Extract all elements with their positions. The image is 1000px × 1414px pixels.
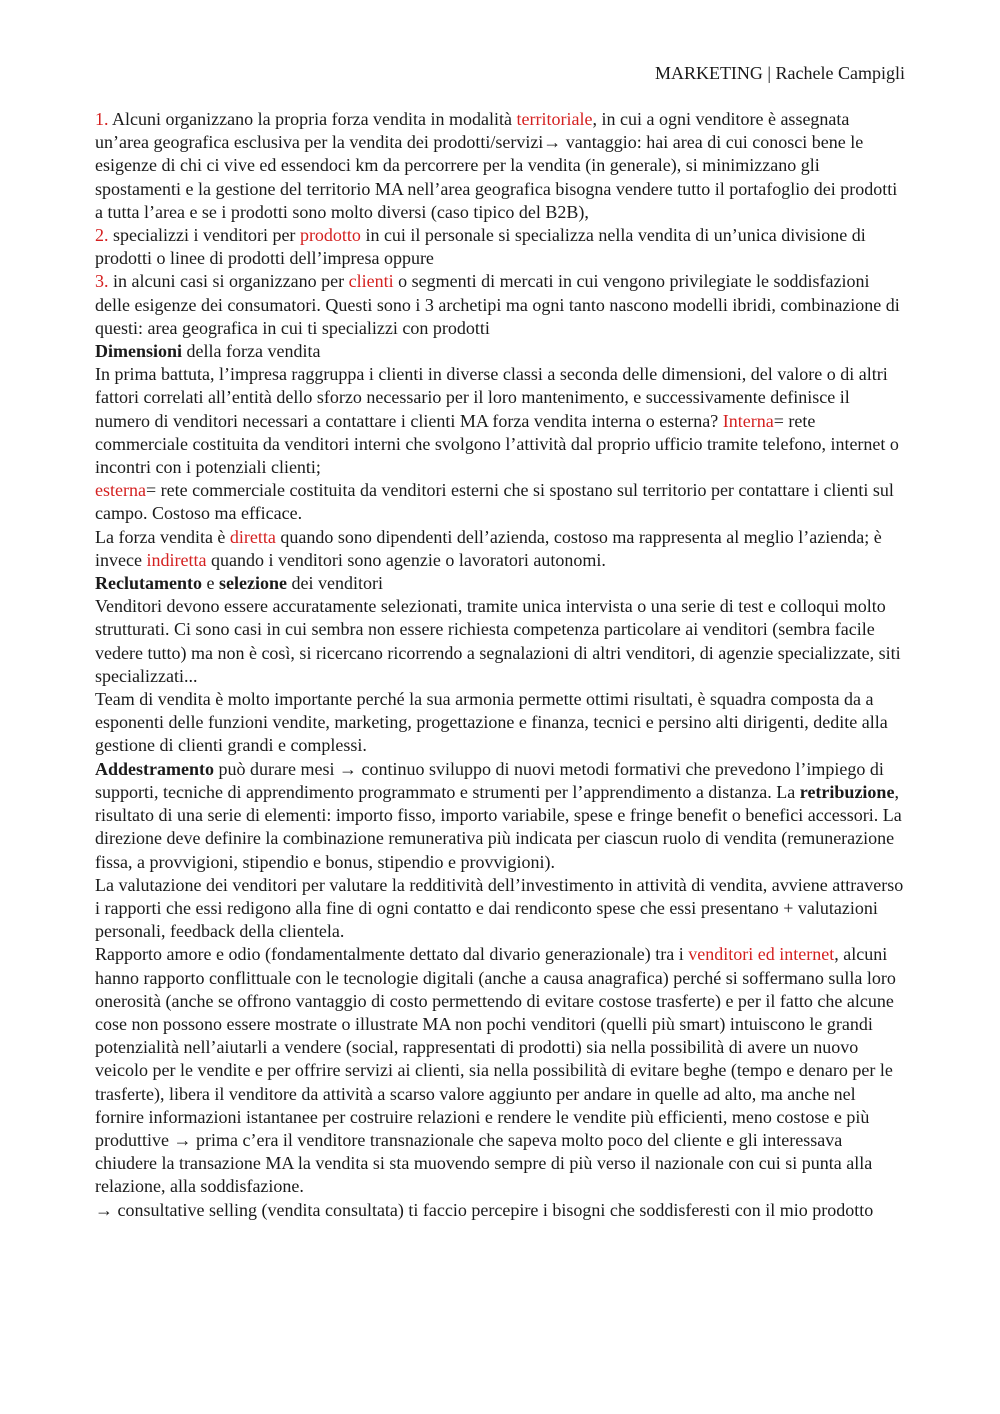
highlighted-term: clienti xyxy=(348,271,394,292)
bold-term: Reclutamento xyxy=(95,573,202,594)
paragraph xyxy=(95,688,907,758)
highlighted-term: diretta xyxy=(229,526,276,547)
page-header: MARKETING | Rachele Campigli xyxy=(654,63,905,83)
text-run: quando i venditori sono agenzie o lavoratori autonomi. xyxy=(206,549,606,570)
text-run: = rete commerciale costituita da venditori esterni che si spostano sul territorio per contattare i clienti sul campo. Costoso ma efficace. xyxy=(95,480,894,524)
highlighted-term: prodotto xyxy=(299,225,361,246)
paragraph xyxy=(95,526,907,572)
text-run: , in cui a ogni venditore è assegnata un’area geografica esclusiva per la vendita dei prodotti/servizi→ vantaggio: hai area di cui conosci bene le esigenze di chi ci vive ed essendoci km da percorrere per la vendita (in generale), si minimizzano gli spostamenti e la gestione del territorio MA nell’area geografica bisogna vendere tutto il portafoglio dei prodotti a tutta l’area e se i prodotti sono molto diversi (caso tipico del B2B), xyxy=(95,109,898,222)
text-run: della forza vendita xyxy=(182,341,321,362)
text-run: La valutazione dei venditori per valutare la redditività dell’investimento in attività di vendita, avviene attraverso i rapporti che essi redigono alla fine di ogni contatto e dai rendiconto spese che essi presentano + valutazioni personali, feedback della clientela. xyxy=(95,874,904,942)
bold-term: Addestramento xyxy=(95,758,214,779)
text-run: → consultative selling (vendita consultata) ti faccio percepire i bisogni che soddisferesti con il mio prodotto xyxy=(95,1199,874,1220)
paragraph xyxy=(95,1199,907,1222)
text-run: specializzi i venditori per xyxy=(108,225,300,246)
text-run: in cui il personale si specializza nella vendita di un’unica divisione di prodotti o linee di prodotti dell’impresa oppure xyxy=(95,225,866,269)
paragraph xyxy=(95,572,907,595)
text-run: , alcuni hanno rapporto conflittuale con le tecnologie digitali (anche a causa anagrafica) perché si soffermano sulla loro onerosità (anche se offrono vantaggio di costo permettendo di evitare costose trasferte) e per il fatto che alcune cose non possono essere mostrate o illustrate MA non pochi venditori (quelli più smart) intuiscono le grandi potenzialità nell’aiutarli a vendere (social, rappresentati di prodotti) sia nella possibilità di avere un nuovo veicolo per le vendite e per offrire servizi ai clienti, sia nella possibilità di evitare beghe (tempo e denaro per le trasferte), libera il venditore da attività a scarso valore aggiunto per andare in quelle ad alto, ma anche nel fornire informazioni istantanee per costruire relazioni e rendere le vendite più efficienti, meno costose e più produttive → prima c’era il venditore transnazionale che sapeva molto poco del cliente e gli interessava chiudere la transazione MA la vendita si sta muovendo sempre di più verso il nazionale con cui si punta alla relazione, alla soddisfazione. xyxy=(95,944,896,1197)
bold-term: retribuzione xyxy=(799,781,895,802)
paragraph xyxy=(95,224,907,270)
bold-term: selezione xyxy=(218,573,287,594)
paragraph xyxy=(95,758,907,874)
paragraph xyxy=(95,340,907,363)
text-run: La forza vendita è xyxy=(95,526,230,547)
highlighted-term: esterna xyxy=(95,480,146,501)
text-run: o segmenti di mercati in cui vengono privilegiate le soddisfazioni delle esigenze dei consumatori. Questi sono i 3 archetipi ma ogni tanto nascono modelli ibridi, combinazione di questi: area geografica in cui ti specializzi con prodotti xyxy=(95,271,900,338)
text-run: Alcuni organizzano la propria forza vendita in modalità xyxy=(108,109,517,129)
highlighted-term: venditori ed internet xyxy=(688,944,835,965)
text-run: in alcuni casi si organizzano per xyxy=(108,271,349,292)
text-run: , risultato di una serie di elementi: importo fisso, importo variabile, spese e fringe benefit o benefici accessori. La direzione deve definire la combinazione remunerativa più indicata per ciascun ruolo di vendita (remunerazione fissa, a provvigioni, stipendio e bonus, stipendio e provvigioni). xyxy=(95,781,902,872)
paragraph xyxy=(95,108,907,224)
highlighted-term: indiretta xyxy=(146,549,207,570)
highlighted-term: 1. xyxy=(95,109,109,129)
paragraph xyxy=(95,363,907,479)
paragraph xyxy=(95,595,907,688)
paragraph xyxy=(95,270,907,340)
text-run: quando sono dipendenti dell’azienda, costoso ma rappresenta al meglio l’azienda; è invece xyxy=(95,526,882,570)
highlighted-term: 3. xyxy=(95,271,109,292)
paragraph xyxy=(95,943,907,1198)
paragraph xyxy=(95,874,907,944)
text-run: Rapporto amore e odio (fondamentalmente dettato dal divario generazionale) tra i xyxy=(95,944,689,965)
text-run: dei venditori xyxy=(286,573,383,594)
highlighted-term: 2. xyxy=(95,225,109,246)
text-run: Team di vendita è molto importante perché la sua armonia permette ottimi risultati, è squadra composta da a esponenti delle funzioni vendite, marketing, progettazione e finanza, tecnici e persino alti dirigenti, dedite alla gestione di clienti grandi e complessi. xyxy=(95,689,888,756)
paragraph xyxy=(95,479,907,525)
bold-term: Dimensioni xyxy=(95,341,183,362)
text-run: = rete commerciale costituita da venditori interni che svolgono l’attività dal proprio ufficio tramite telefono, internet o incontri con i potenziali clienti; xyxy=(95,410,899,478)
document-body xyxy=(95,108,907,1222)
highlighted-term: territoriale xyxy=(516,109,593,129)
text-run: In prima battuta, l’impresa raggruppa i clienti in diverse classi a seconda delle dimensioni, del valore o di altri fattori correlati all’entità dello sforzo necessario per il loro mantenimento, e successivamente definisce il numero di venditori necessari a contattare i clienti MA forza vendita interna o esterna? xyxy=(95,364,888,431)
text-run: può durare mesi → continuo sviluppo di nuovi metodi formativi che prevedono l’impiego di supporti, tecniche di apprendimento programmato e strumenti per l’apprendimento a distanza. La xyxy=(95,758,884,802)
text-run: e xyxy=(201,573,219,594)
highlighted-term: Interna xyxy=(722,410,774,431)
text-run: Venditori devono essere accuratamente selezionati, tramite unica intervista o una serie di test e colloqui molto strutturati. Ci sono casi in cui sembra non essere richiesta competenza particolare ai venditori (sembra facile vedere tutto) ma non è così, si ricercano ricorrendo a segnalazioni di altri venditori, di agenzie specializzate, siti specializzati... xyxy=(95,596,901,686)
